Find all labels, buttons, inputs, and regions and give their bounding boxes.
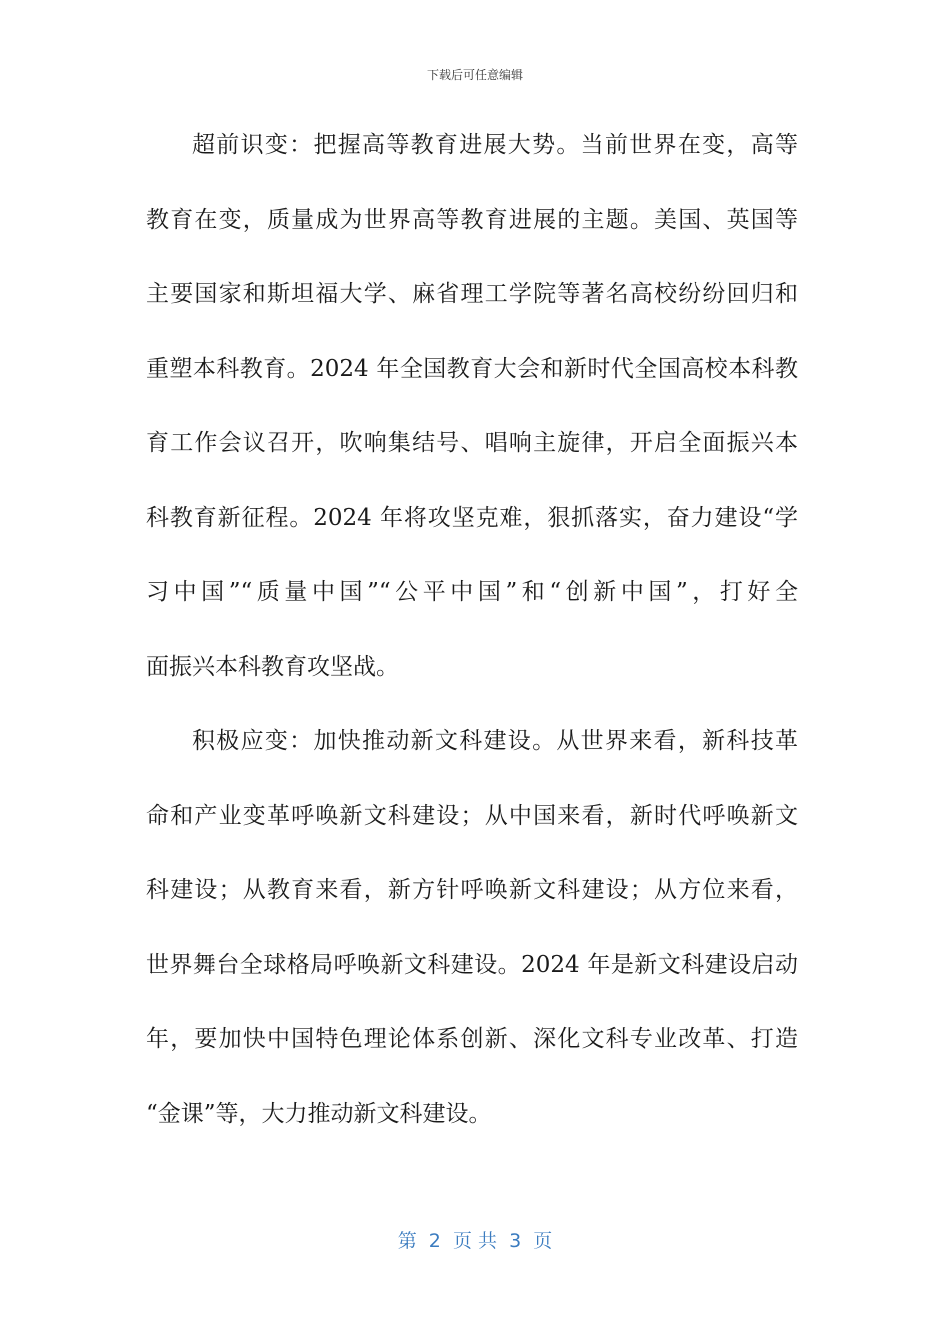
page-number-footer: 第 2 页 共 3 页	[397, 1230, 553, 1252]
paragraph-1-line-4: 重塑本科教育。2024 年全国教育大会和新时代全国高校本科教	[146, 355, 798, 382]
paragraph-1-line-6: 科教育新征程。2024 年将攻坚克难，狠抓落实，奋力建设“学	[146, 504, 798, 531]
paragraph-2-line-6: “金课”等，大力推动新文科建设。	[146, 1100, 492, 1127]
paragraph-1-line-2: 教育在变，质量成为世界高等教育进展的主题。美国、英国等	[146, 206, 798, 233]
paragraph-2-line-1: 积极应变：加快推动新文科建设。从世界来看，新科技革	[192, 728, 798, 754]
paragraph-2-line-2: 命和产业变革呼唤新文科建设；从中国来看，新时代呼唤新文	[146, 802, 798, 829]
paragraph-1-line-7: 习中国”“质量中国”“公平中国”和“创新中国”，打好全	[146, 579, 798, 605]
paragraph-1-line-5: 育工作会议召开，吹响集结号、唱响主旋律，开启全面振兴本	[146, 430, 798, 456]
paragraph-2-line-3: 科建设；从教育来看，新方针呼唤新文科建设；从方位来看，	[146, 877, 798, 903]
page-header-note: 下载后可任意编辑	[426, 68, 523, 82]
paragraph-2-line-4: 世界舞台全球格局呼唤新文科建设。2024 年是新文科建设启动	[146, 951, 798, 978]
paragraph-1-line-8: 面振兴本科教育攻坚战。	[146, 653, 399, 680]
paragraph-2-line-5: 年，要加快中国特色理论体系创新、深化文科专业改革、打造	[146, 1026, 798, 1052]
paragraph-1-line-3: 主要国家和斯坦福大学、麻省理工学院等著名高校纷纷回归和	[146, 281, 798, 307]
document-body	[146, 108, 798, 1151]
paragraph-1-line-1: 超前识变：把握高等教育进展大势。当前世界在变，高等	[192, 132, 798, 158]
